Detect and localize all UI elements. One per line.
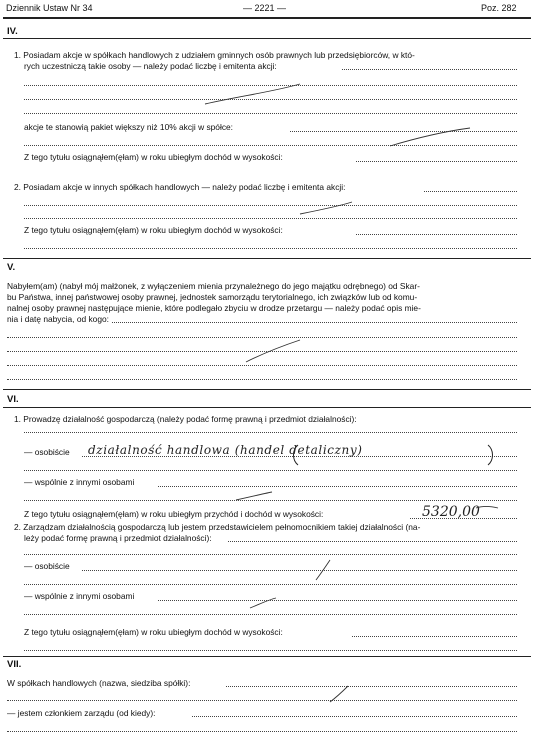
s6-wspolnie-fill[interactable] <box>158 486 517 487</box>
s5-line-b[interactable] <box>7 351 517 352</box>
s6-dochod-line[interactable] <box>24 650 517 651</box>
section-7-rule-top <box>3 656 531 657</box>
header-position: Poz. 282 <box>481 3 517 13</box>
section-6-rule-top <box>3 389 531 390</box>
s6-item1-fill[interactable] <box>24 432 517 433</box>
s4-item1-line-c[interactable] <box>24 113 517 114</box>
s6-osobiscie2-fill[interactable] <box>82 570 517 571</box>
s6-osobiscie-bracket-right <box>488 445 493 465</box>
s4-item2-fill[interactable] <box>424 191 517 192</box>
s5-line4: nia i datę nabycia, od kogo: <box>7 314 109 324</box>
section-6-title: VI. <box>7 394 19 405</box>
s4-dochod1-label: Z tego tytułu osiągnąłem(ęłam) w roku ubiegłym dochód w wysokości: <box>24 152 283 162</box>
s4-item1-line1: 1. Posiadam akcje w spółkach handlowych z udziałem gminnych osób prawnych lub przedsiębiorców, w któ- <box>14 50 415 60</box>
s4-item1-line-b[interactable] <box>24 99 517 100</box>
s6-wspolnie-slash <box>236 492 272 500</box>
s4-item2-line-b[interactable] <box>24 218 517 219</box>
s5-line-c[interactable] <box>7 365 517 366</box>
s7-zarzad-label: — jestem członkiem zarządu (od kiedy): <box>7 708 156 718</box>
s6-wspolnie-line[interactable] <box>24 500 517 501</box>
s6-wspolnie2-fill[interactable] <box>158 600 517 601</box>
section-5-title: V. <box>7 262 16 273</box>
section-5-rule-top <box>3 258 531 259</box>
section-7-title: VII. <box>7 659 22 670</box>
header-journal: Dziennik Ustaw Nr 34 <box>6 3 93 13</box>
s7-zarzad-line[interactable] <box>7 731 517 732</box>
s4-pakiet-fill[interactable] <box>290 131 517 132</box>
s6-item2-line1: 2. Zarządzam działalnością gospodarczą lub jestem przedstawicielem pełnomocnikiem takiej działalności (na- <box>14 522 421 532</box>
s6-dochod-fill[interactable] <box>352 636 517 637</box>
header-page-number: — 2221 — <box>243 3 287 13</box>
s4-item2-label: 2. Posiadam akcje w innych spółkach handlowych — należy podać liczbę i emitenta akcji: <box>14 182 346 192</box>
s6-osobiscie2-label: — osobiście <box>24 561 70 571</box>
s5-line-a[interactable] <box>7 337 517 338</box>
s6-osobiscie2-line[interactable] <box>24 584 517 585</box>
s6-wspolnie-label: — wspólnie z innymi osobami <box>24 477 135 487</box>
s6-dochod-label: Z tego tytułu osiągnąłem(ęłam) w roku ubiegłym dochód w wysokości: <box>24 627 283 637</box>
s5-fill[interactable] <box>112 322 517 323</box>
section-6-rule <box>3 407 531 408</box>
s6-osobiscie-label: — osobiście <box>24 447 70 457</box>
s7-spolki-label: W spółkach handlowych (nazwa, siedziba spółki): <box>7 678 191 688</box>
s4-item1-fill[interactable] <box>342 69 517 70</box>
s4-dochod2-line[interactable] <box>24 248 517 249</box>
s4-dochod2-fill[interactable] <box>356 234 517 235</box>
section-4-title: IV. <box>7 26 18 37</box>
s6-item2-line2: leży podać formę prawną i przedmiot działalności): <box>24 533 212 543</box>
s4-dochod2-label: Z tego tytułu osiągnąłem(ęłam) w roku ubiegłym dochód w wysokości: <box>24 225 283 235</box>
s5-line2: bu Państwa, innej państwowej osoby prawnej, jednostek samorządu terytorialnego, ich związków lub od komu- <box>7 292 418 302</box>
s4-item2-slash <box>300 202 352 214</box>
s6-przychod-label: Z tego tytułu osiągnąłem(ęłam) w roku ubiegłym przychód i dochód w wysokości: <box>24 509 324 519</box>
s5-line-d[interactable] <box>7 379 517 380</box>
s4-pakiet-label: akcje te stanowią pakiet większy niż 10% akcji w spółce: <box>24 122 234 132</box>
s4-item2-line-a[interactable] <box>24 205 517 206</box>
s6-wspolnie2-label: — wspólnie z innymi osobami <box>24 591 135 601</box>
s6-item2-fill[interactable] <box>228 541 517 542</box>
s6-przychod-handwriting: 5320,00 <box>422 504 480 520</box>
s7-spolki-line[interactable] <box>7 700 517 701</box>
s5-line1: Nabyłem(am) (nabył mój małżonek, z wyłączeniem mienia przynależnego do jego majątku odrębnego) od Skar- <box>7 281 420 291</box>
s6-item1-label: 1. Prowadzę działalność gospodarczą (należy podać formę prawną i przedmiot działalności): <box>14 414 357 424</box>
s4-dochod1-fill[interactable] <box>356 161 517 162</box>
s4-item1-slash <box>205 84 300 104</box>
s7-spolki-fill[interactable] <box>226 686 517 687</box>
s5-line3: nalnej osoby prawnej następujące mienie, które podlegało zbyciu w drodze przetargu — należy podać opis mie- <box>7 303 421 313</box>
s4-item1-line2: rych uczestniczą takie osoby — należy podać liczbę i emitenta akcji: <box>24 61 277 71</box>
s6-wspolnie2-line[interactable] <box>24 614 517 615</box>
s6-item2-line[interactable] <box>24 554 517 555</box>
header-rule <box>3 17 531 19</box>
s7-zarzad-fill[interactable] <box>192 716 517 717</box>
s4-item1-line-a[interactable] <box>24 85 517 86</box>
s4-pakiet-line[interactable] <box>24 145 517 146</box>
section-4-rule <box>3 38 531 39</box>
s6-osobiscie-line[interactable] <box>24 470 517 471</box>
s6-osobiscie-handwriting: działalność handlowa (handel detaliczny) <box>88 443 363 457</box>
